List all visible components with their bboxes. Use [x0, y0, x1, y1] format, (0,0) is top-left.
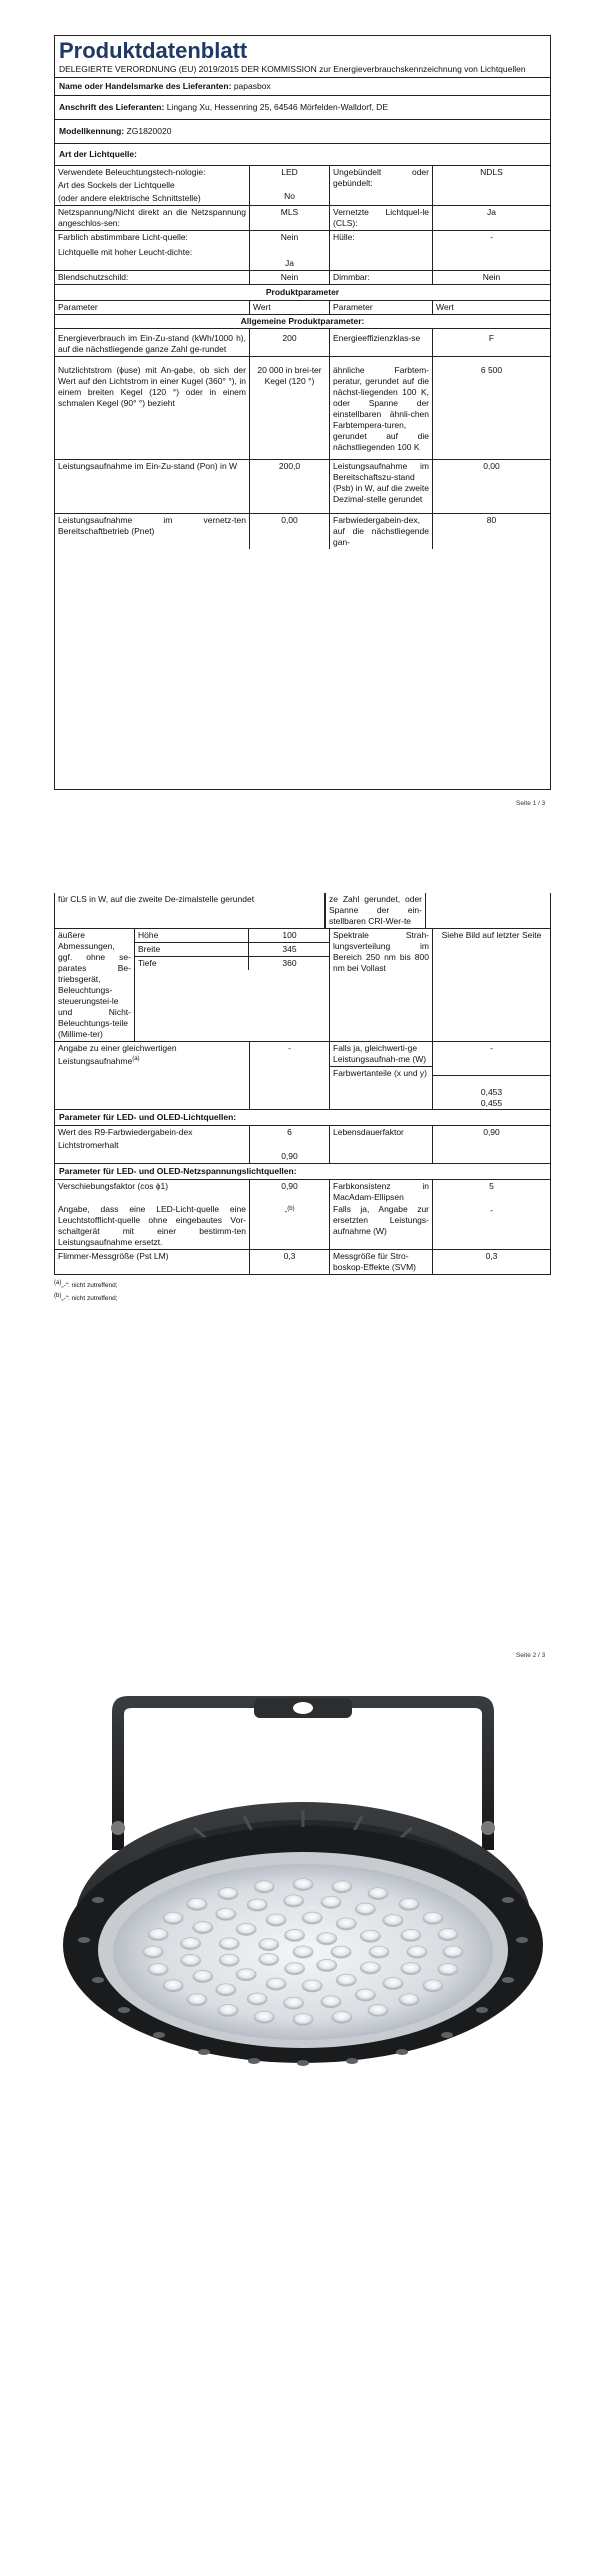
led-lens — [163, 1912, 183, 1924]
led-lens — [193, 1922, 213, 1934]
dim-value: 360 — [282, 958, 297, 968]
mains-params-row — [55, 1180, 550, 1250]
led-lens — [368, 1888, 388, 1900]
led-lens — [399, 1898, 419, 1910]
col-value: Wert — [436, 302, 454, 312]
lumen-value: 0,90 — [281, 1151, 298, 1161]
led-lens — [163, 1980, 183, 1992]
page-title: Produktdatenblatt — [59, 38, 248, 63]
led-lens — [181, 1938, 201, 1950]
dim-name: Höhe — [135, 929, 249, 942]
ls-value: Nein — [482, 272, 501, 282]
led-lens — [423, 1980, 443, 1992]
led-lens — [219, 1938, 239, 1950]
dim-value: 100 — [282, 930, 297, 940]
led-lens — [148, 1929, 168, 1941]
led-lens — [266, 1978, 286, 1990]
param-value: 200 — [250, 329, 330, 356]
footnotes: $^{(a)}$„-“: nicht zutreffend; $^{(b)}$„-“: nicht zutreffend; — [54, 1280, 118, 1303]
table-page-2 — [54, 929, 551, 1275]
stroboscope-label: Messgröße für Stro-boskop-Effekte (SVM) — [330, 1250, 433, 1274]
equiv-label: Angabe zu einer gleichwertigen Leistungsaufnahme$^{(a)}$ — [55, 1042, 250, 1109]
dimensions-label: äußere Abmessungen, ggf. ohne se-parates Be-triebsgerät, Beleuchtungs-steuerungstei-le und Nicht-Beleuchtungs-teile (Millime-ter) — [55, 929, 135, 1041]
equiv-power-label: Falls ja, gleichwerti-ge Leistungsaufnah-me (W) — [330, 1042, 432, 1067]
light-source-heading: Art der Lichtquelle: — [55, 144, 550, 166]
flicker-label: Flimmer-Messgröße (Pst LM) — [55, 1250, 250, 1274]
ls-row-4 — [55, 271, 550, 285]
led-lens — [331, 1946, 351, 1958]
life-value: 0,90 — [483, 1127, 500, 1137]
model-label: Modellkennung: — [59, 126, 125, 136]
led-lens — [254, 1881, 274, 1893]
ls-row-2 — [55, 206, 550, 231]
supplier-name-value: papasbox — [233, 81, 271, 91]
supplier-address-label: Anschrift des Lieferanten: — [59, 102, 165, 112]
ls-label: Farblich abstimmbare Licht-quelle: Lichtquelle mit hoher Leucht-dichte: — [55, 231, 250, 270]
led-lens — [317, 1959, 337, 1971]
shift-value: 0,90 -$^{(b)}$ — [250, 1180, 330, 1249]
led-lens — [266, 1914, 286, 1926]
ufo-led-lamp-image — [54, 1690, 551, 2530]
title-box — [55, 36, 550, 78]
led-params-heading: Parameter für LED- und OLED-Lichtquellen: — [55, 1110, 550, 1126]
equiv-value: - — [250, 1042, 330, 1109]
led-lens — [317, 1933, 337, 1945]
ls-label: Vernetzte Lichtquel-le (CLS): — [330, 206, 433, 230]
led-lens — [355, 1989, 375, 2001]
led-lens — [187, 1898, 207, 1910]
color-share-label: Farbwertanteile (x und y) — [333, 1068, 428, 1078]
param-value: 0,00 — [250, 514, 330, 549]
dimensions-subtable — [135, 929, 330, 1041]
led-lens — [368, 2004, 388, 2016]
param-label: Nutzlichtstrom (ϕuse) mit An-gabe, ob sich der Wert auf den Lichtstrom in einer Kugel (360° °), in einem breiten Kegel (120 °) oder in einem schmalen Kegel (90° °) bezieht — [55, 357, 250, 459]
led-lens — [423, 1912, 443, 1924]
r9-value: 6 0,90 — [250, 1126, 330, 1163]
spectral-label: Spektrale Strah-lungsverteilung im Bereich 250 nm bis 800 nm bei Vollast — [330, 929, 433, 1041]
shift-label: Verschiebungsfaktor (cos ϕ1) Angabe, dass eine LED-Licht-quelle eine Leuchtstofflicht-quelle ohne eingebautes Vor-schaltgerät mit einer bestimm-ten Leistungsaufnahme ersetzt. — [55, 1180, 250, 1249]
consistency-value: 5 - — [433, 1180, 550, 1249]
param-value: 80 — [486, 515, 497, 525]
led-lens — [216, 1984, 236, 1996]
led-lens — [284, 1997, 304, 2009]
param-label: Leistungsaufnahme im vernetz-ten Bereitschaftbetrieb (Pnet) — [55, 514, 250, 549]
led-lens — [236, 1969, 256, 1981]
led-lens — [284, 1895, 304, 1907]
ls-value: Nein — [250, 271, 330, 284]
ls-label: Verwendete Beleuchtungstech-nologie: Art des Sockels der Lichtquelle (oder andere elektrische Schnittstelle) — [55, 166, 250, 205]
led-lens — [148, 1963, 168, 1975]
param-label: ze Zahl gerundet, oder Spanne der ein-stellbaren CRI-Wer-te — [326, 893, 426, 928]
led-lens — [293, 2014, 313, 2026]
led-lens — [219, 1954, 239, 1966]
params-row — [55, 460, 550, 514]
equiv-subcells — [330, 1042, 433, 1109]
param-label: Energieverbrauch im Ein-Zu-stand (kWh/1000 h), auf die nächstliegende ganze Zahl ge-rundet — [55, 329, 250, 356]
led-params-row — [55, 1126, 550, 1164]
datasheet-page-2 — [54, 893, 551, 1304]
params-row — [55, 329, 550, 357]
consistency-label: Farbkonsistenz in MacAdam-Ellipsen Falls ja, Angabe zur ersetzten Leistungs-aufnahme (W) — [330, 1180, 433, 1249]
led-lens — [399, 1994, 419, 2006]
equiv-values — [433, 1042, 550, 1109]
ls-value: NDLS — [480, 167, 503, 177]
spectral-value: Siehe Bild auf letzter Seite — [441, 930, 542, 940]
led-lens — [355, 1903, 375, 1915]
r9-label: Wert des R9-Farbwiedergabein-dex Lichtstromerhalt — [55, 1126, 250, 1163]
led-lens — [438, 1963, 458, 1975]
param-label: Farbwiedergabein-dex, auf die nächstliegende gan- — [330, 514, 433, 549]
ls-label: Ungebündelt oder gebündelt: — [330, 166, 433, 205]
led-lens — [181, 1954, 201, 1966]
flicker-value: 0,3 — [250, 1250, 330, 1274]
led-lens — [336, 1974, 356, 1986]
ls-label: Dimmbar: — [330, 271, 433, 284]
equiv-power-value: - — [433, 1042, 550, 1076]
supplier-address-row — [55, 96, 550, 120]
params-row — [55, 514, 550, 549]
led-lens — [332, 2011, 352, 2023]
lumen-label: Lichtstromerhalt — [58, 1140, 119, 1150]
led-lens — [193, 1970, 213, 1982]
dim-name: Tiefe — [135, 957, 249, 970]
ls-value: LED No — [250, 166, 330, 205]
dim-value: 345 — [282, 944, 297, 954]
replace-value: - — [284, 1205, 288, 1216]
color-share-x: 0,453 — [480, 1087, 503, 1097]
led-lens — [259, 1953, 279, 1965]
led-lens — [218, 2004, 238, 2016]
regulation-text: DELEGIERTE VERORDNUNG (EU) 2019/2015 DER KOMMISSION zur Energieverbrauchskennzeichnung von Lichtquellen — [59, 64, 526, 74]
led-lens — [143, 1946, 163, 1958]
flicker-row — [55, 1250, 550, 1274]
led-lens — [383, 1978, 403, 1990]
ls-label: Blendschutzschild: — [55, 271, 250, 284]
param-value: 20 000 in brei-ter Kegel (120 °) — [250, 357, 330, 459]
replace-power-value: - — [490, 1205, 493, 1215]
general-params-heading: Allgemeine Produktparameter: — [55, 315, 550, 329]
dimensions-row — [55, 929, 550, 1042]
ls-value: - — [490, 232, 493, 242]
supplier-name-row — [55, 78, 550, 96]
continued-row — [54, 893, 551, 929]
led-lens — [285, 1963, 305, 1975]
led-lens — [302, 1980, 322, 1992]
led-lens — [443, 1946, 463, 1958]
supplier-name-label: Name oder Handelsmarke des Lieferanten: — [59, 81, 232, 91]
col-param: Parameter — [330, 301, 433, 314]
ls-label: Hülle: — [330, 231, 433, 270]
led-lens — [293, 1879, 313, 1891]
replace-power-label: Falls ja, Angabe zur ersetzten Leistungs-aufnahme (W) — [333, 1204, 429, 1236]
params-header-row — [55, 301, 550, 315]
light-source-table — [55, 166, 550, 285]
led-lens — [383, 1914, 403, 1926]
led-lens — [254, 2011, 274, 2023]
led-lens — [360, 1930, 380, 1942]
ls-value: Nein Ja — [250, 231, 330, 270]
led-lens — [401, 1929, 421, 1941]
led-lens — [285, 1929, 305, 1941]
datasheet-page-1 — [54, 35, 551, 790]
color-share-y: 0,455 — [480, 1098, 503, 1108]
ls-row-3 — [55, 231, 550, 271]
param-label: ähnliche Farbtem-peratur, gerundet auf die nächst-liegenden 100 K, oder Spanne der einstellbaren ähnli-chen Farbtempera-turen, gerundet auf die nächstliegenden 100 K — [330, 357, 433, 459]
mains-params-heading: Parameter für LED- und OLED-Netzspannungslichtquellen: — [55, 1164, 550, 1180]
dim-name: Breite — [135, 943, 249, 956]
param-label: für CLS in W, auf die zweite De-zimalstelle gerundet — [55, 893, 325, 928]
led-lens — [259, 1939, 279, 1951]
ls-value: MLS — [250, 206, 330, 230]
ls-label: Netzspannung/Nicht direkt an die Netzspannung angeschlos-sen: — [55, 206, 250, 230]
equivalent-row — [55, 1042, 550, 1110]
page-number-1: Seite 1 / 3 — [516, 800, 546, 807]
led-lens — [216, 1908, 236, 1920]
page-number-2: Seite 2 / 3 — [516, 1652, 546, 1659]
supplier-address-value: Lingang Xu, Hessenring 25, 64546 Mörfelden-Walldorf, DE — [166, 102, 388, 112]
led-lens — [302, 1912, 322, 1924]
param-value: 200,0 — [250, 460, 330, 513]
params-row — [55, 357, 550, 460]
ls-row-1 — [55, 166, 550, 206]
param-value: 0,00 — [483, 461, 500, 471]
replace-label: Angabe, dass eine LED-Licht-quelle eine Leuchtstofflicht-quelle ohne eingebautes Vor-schaltgerät mit einer bestimm-ten Leistungsaufnahme ersetzt. — [58, 1204, 246, 1247]
led-lens — [407, 1946, 427, 1958]
led-lens — [293, 1946, 313, 1958]
stroboscope-value: 0,3 — [485, 1251, 498, 1261]
model-value: ZG1820020 — [126, 126, 172, 136]
life-label: Lebensdauerfaktor — [330, 1126, 433, 1163]
product-params-heading: Produktparameter — [55, 285, 550, 301]
param-value: 6 500 — [480, 365, 503, 375]
led-lens — [321, 1896, 341, 1908]
led-lens — [321, 1996, 341, 2008]
led-lens — [336, 1918, 356, 1930]
led-lens — [369, 1946, 389, 1958]
led-lens — [438, 1929, 458, 1941]
led-lens — [236, 1923, 256, 1935]
param-label: Energieeffizienzklas-se — [330, 329, 433, 356]
led-lens — [218, 1888, 238, 1900]
col-param: Parameter — [55, 301, 250, 314]
param-value: F — [488, 333, 495, 343]
led-lens — [401, 1963, 421, 1975]
model-row — [55, 120, 550, 144]
led-lens — [247, 1993, 267, 2005]
ls-value: Ja — [487, 207, 496, 217]
param-label: Leistungsaufnahme im Ein-Zu-stand (Pon) in W — [55, 460, 250, 513]
led-lens — [187, 1994, 207, 2006]
col-value: Wert — [250, 301, 330, 314]
param-label: Leistungsaufnahme im Bereitschaftszu-stand (Psb) in W, auf die zweite Dezimal-stelle gerundet — [330, 460, 433, 513]
led-lens — [247, 1899, 267, 1911]
led-lens — [332, 1881, 352, 1893]
led-lens — [360, 1962, 380, 1974]
